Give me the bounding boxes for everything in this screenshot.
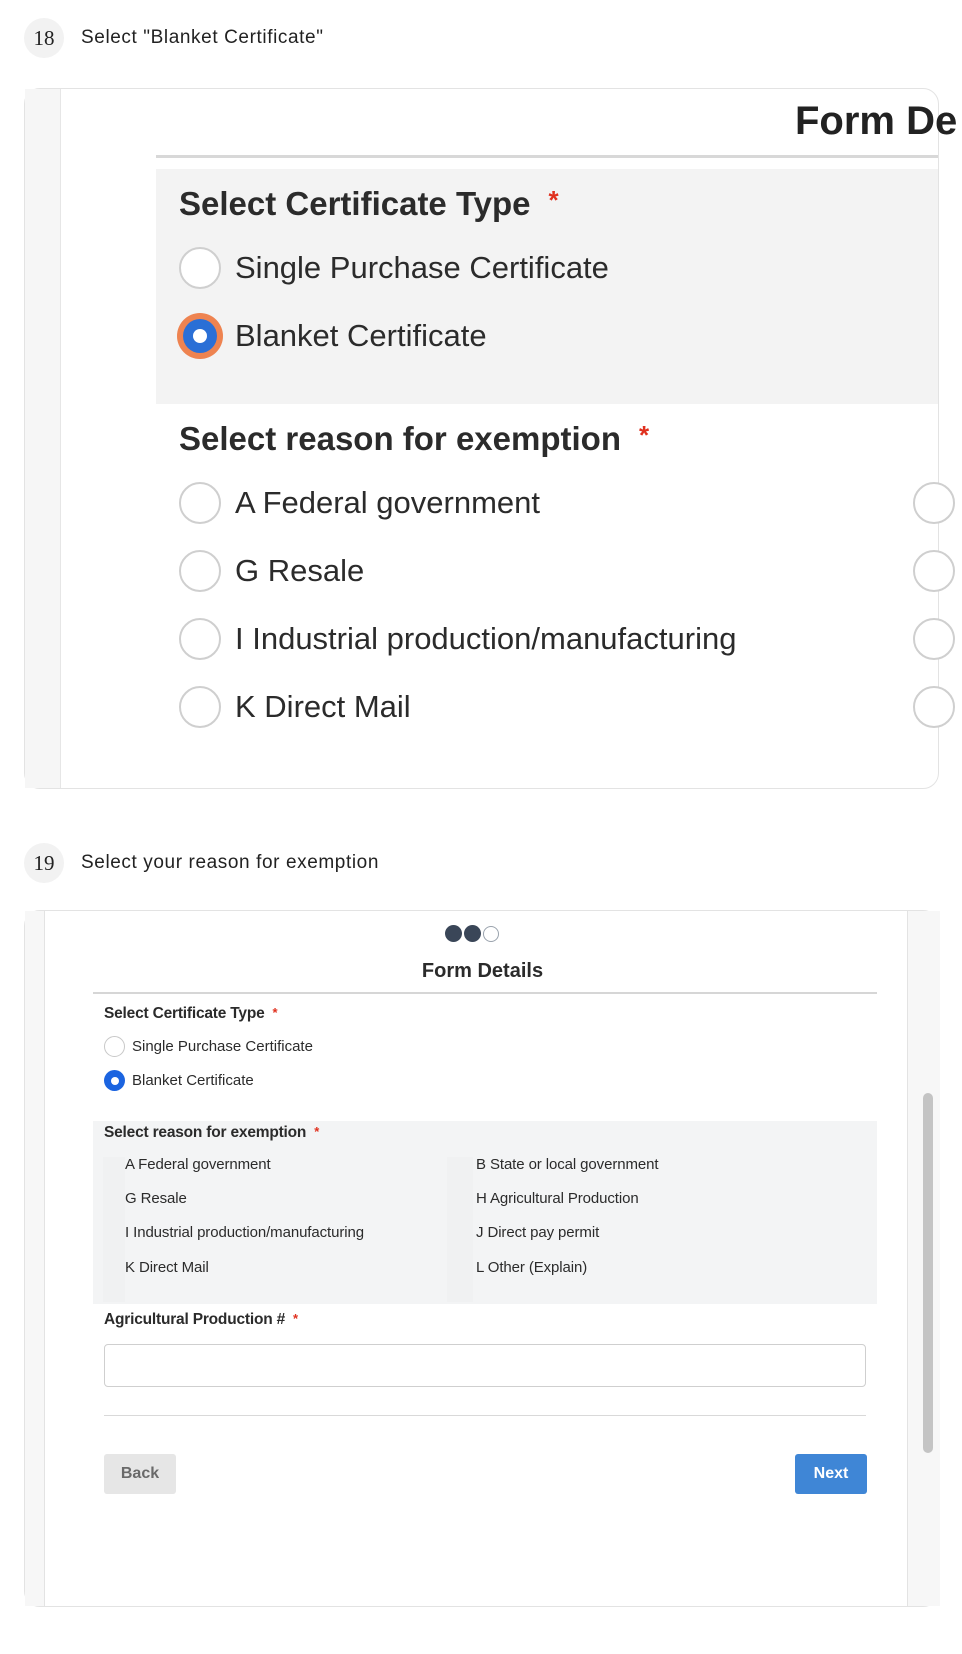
certificate-type-label [104, 1005, 277, 1023]
radio-single-purchase[interactable] [179, 247, 609, 289]
radio-label: Blanket Certificate [132, 1072, 254, 1089]
reason-label-text: Select reason for exemption [179, 420, 621, 457]
radio-button[interactable] [179, 550, 221, 592]
scrollbar-thumb[interactable] [923, 1093, 933, 1453]
radio-reason-g[interactable] [179, 550, 364, 592]
radio-reason-i[interactable] [179, 618, 736, 660]
reason-label-text: Select reason for exemption [104, 1124, 307, 1141]
reason-option-b[interactable]: B State or local government [476, 1156, 659, 1173]
radio-label: A Federal government [235, 485, 541, 520]
divider [156, 155, 938, 158]
radio-label: K Direct Mail [235, 689, 411, 724]
radio-button-partial[interactable] [913, 482, 955, 524]
reason-option-a[interactable]: A Federal government [125, 1156, 271, 1173]
reason-option-i[interactable]: I Industrial production/manufacturing [125, 1224, 364, 1241]
agricultural-production-input[interactable] [104, 1344, 866, 1387]
radio-single-purchase[interactable] [104, 1036, 313, 1057]
reason-option-g[interactable]: G Resale [125, 1190, 187, 1207]
form-title: Form De [795, 99, 958, 143]
form-screenshot-frame [24, 910, 939, 1607]
reason-section [93, 1121, 877, 1304]
required-asterisk: * [314, 1124, 320, 1139]
radio-reason-a[interactable] [179, 482, 540, 524]
zoomed-screenshot-frame [24, 88, 958, 789]
radio-blanket-certificate[interactable] [179, 313, 487, 359]
progress-dot-pending [483, 926, 499, 942]
divider [93, 992, 877, 994]
step-19-header [24, 843, 379, 883]
required-asterisk: * [548, 185, 559, 215]
agricultural-production-label [104, 1311, 298, 1329]
next-button[interactable]: Next [795, 1454, 867, 1494]
required-asterisk: * [293, 1311, 298, 1326]
radio-button[interactable] [104, 1036, 125, 1057]
step-instruction: Select "Blanket Certificate" [81, 27, 324, 48]
progress-dot-complete [445, 925, 462, 942]
reason-option-h[interactable]: H Agricultural Production [476, 1190, 639, 1207]
reason-column-shade [103, 1157, 125, 1302]
radio-label: Single Purchase Certificate [132, 1038, 313, 1055]
step-instruction: Select your reason for exemption [81, 852, 380, 873]
agricultural-production-label-text: Agricultural Production # [104, 1311, 286, 1328]
radio-dot [193, 329, 207, 343]
step-18-header [24, 18, 324, 58]
step-number: 19 [24, 843, 64, 883]
divider [104, 1415, 866, 1416]
reason-option-j[interactable]: J Direct pay permit [476, 1224, 600, 1241]
page-edge-left [25, 911, 45, 1606]
radio-label: G Resale [235, 553, 365, 588]
radio-fill [183, 319, 217, 353]
radio-button[interactable] [179, 247, 221, 289]
radio-button-partial[interactable] [913, 550, 955, 592]
radio-button-partial[interactable] [913, 618, 955, 660]
radio-button-selected-highlighted[interactable] [177, 313, 223, 359]
certificate-type-label [179, 185, 559, 223]
radio-button[interactable] [179, 618, 221, 660]
reason-option-k[interactable]: K Direct Mail [125, 1259, 209, 1276]
radio-label: Blanket Certificate [235, 318, 487, 353]
certificate-type-label-text: Select Certificate Type [104, 1005, 265, 1022]
back-button[interactable]: Back [104, 1454, 176, 1494]
reason-option-l[interactable]: L Other (Explain) [476, 1259, 588, 1276]
step-number: 18 [24, 18, 64, 58]
reason-column-shade [447, 1157, 473, 1302]
radio-label: Single Purchase Certificate [235, 250, 609, 285]
certificate-type-label-text: Select Certificate Type [179, 185, 531, 222]
reason-label [104, 1124, 319, 1142]
radio-dot [111, 1077, 119, 1085]
radio-button[interactable] [179, 686, 221, 728]
form-title: Form Details [421, 960, 544, 982]
radio-button[interactable] [179, 482, 221, 524]
radio-label: I Industrial production/manufacturing [235, 621, 737, 656]
radio-blanket-certificate[interactable] [104, 1070, 254, 1091]
page-edge [25, 89, 61, 788]
progress-dot-current [464, 925, 481, 942]
required-asterisk: * [638, 420, 650, 450]
required-asterisk: * [272, 1005, 278, 1020]
radio-button-selected[interactable] [104, 1070, 125, 1091]
radio-reason-k[interactable] [179, 686, 411, 728]
reason-label [179, 420, 649, 458]
radio-button-partial[interactable] [913, 686, 955, 728]
progress-indicator [445, 925, 499, 942]
